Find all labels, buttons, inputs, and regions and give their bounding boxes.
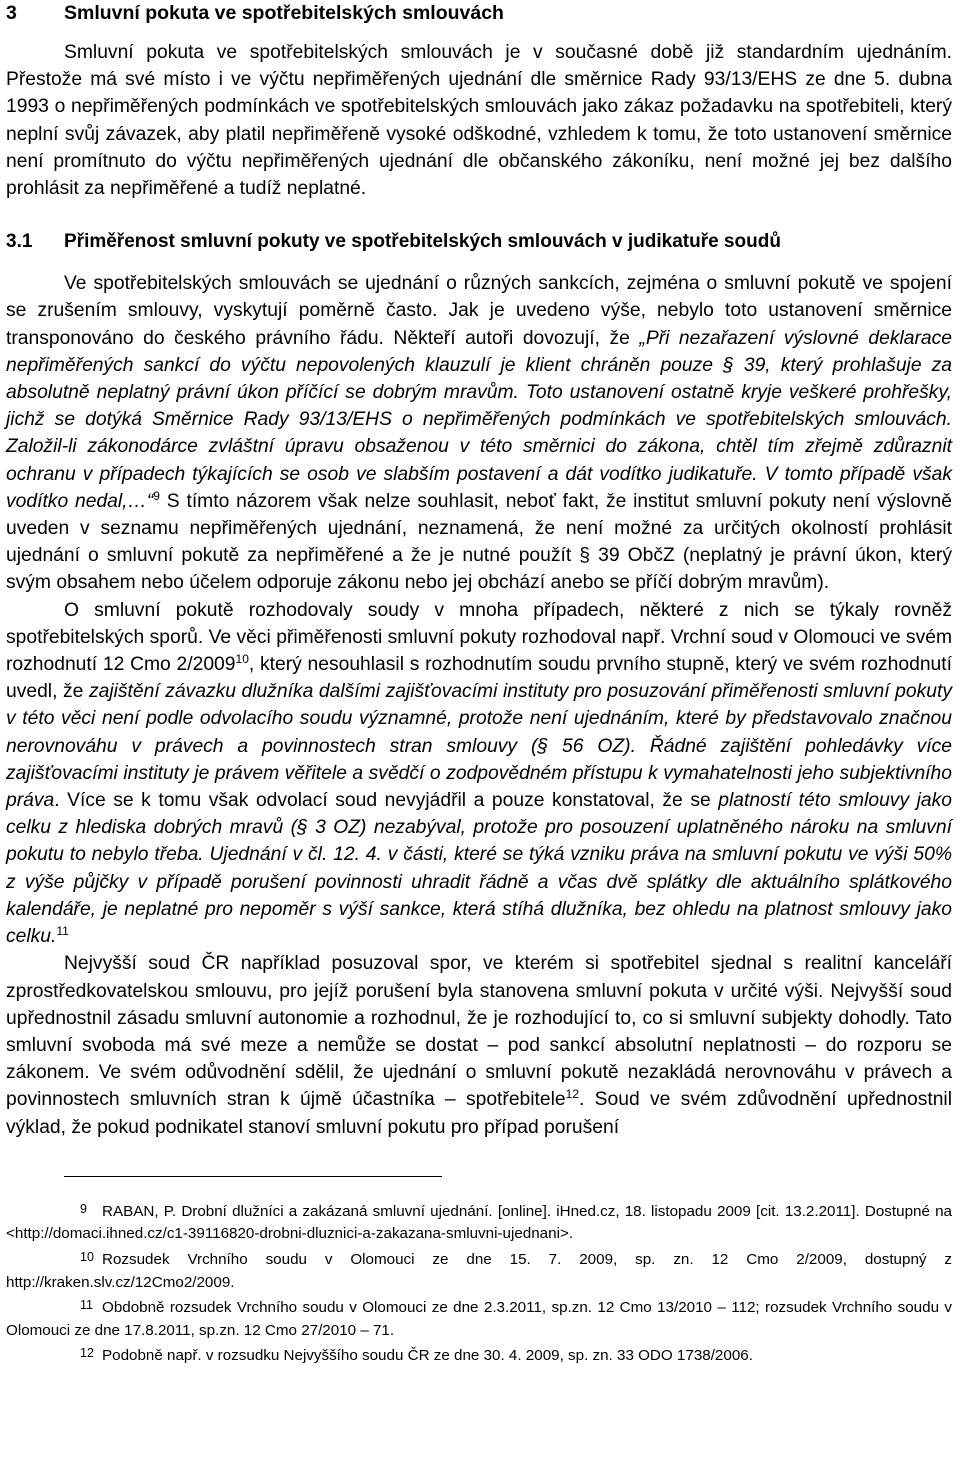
paragraph-text: . Více se k tomu však odvolací soud nevyjádřil a pouze konstatoval, že se bbox=[54, 790, 719, 812]
footnotes bbox=[6, 1198, 952, 1368]
footnote-12 bbox=[6, 1342, 952, 1368]
footnote-text: Rozsudek Vrchního soudu v Olomouci ze dne 15. 7. 2009, sp. zn. 12 Cmo 2/2009, dostupný z http://kraken.slv.cz/12Cmo2/2009. bbox=[6, 1250, 952, 1291]
quotation: „Při nezařazení výslovné deklarace nepřiměřených sankcí do výčtu nepovolených klauzulí je klient chráněn pouze § 39, který prohlašuje za absolutně neplatný právní úkon příčící se dobrým mravům. Toto ustanovení ostatně kryje veškeré prohřešky, jichž se dotýká Směrnice Rady 93/13/EHS o nepřiměřených podmínkách ve spotřebitelských smlouvách. Založil-li zákonodárce zvláštní úpravu obsaženou v této směrnici do zákona, chtěl tím zřejmě zdůraznit ochranu v případech týkajících se osob ve slabším postavení a dát vodítko judikatuře. V tomto případě však vodítko nedal,…“ bbox=[6, 327, 952, 512]
paragraph-text: O smluvní pokutě rozhodovaly soudy v mnoha případech, některé z nich se týkaly rovněž spotřebitelských sporů. Ve věci přiměřenosti smluvní pokuty rozhodoval např. Vrchní soud v Olomouci ve svém rozhodnutí 12 Cmo 2/2009 bbox=[6, 599, 952, 676]
footnote-9 bbox=[6, 1198, 952, 1246]
footnote-ref[interactable]: 11 bbox=[56, 924, 69, 939]
paragraph-2 bbox=[6, 597, 952, 951]
footnote-separator bbox=[64, 1176, 442, 1177]
footnote-ref[interactable]: 9 bbox=[153, 488, 160, 503]
section-paragraph: Smluvní pokuta ve spotřebitelských smlouvách je v současné době již standardním ujednáním. Přestože má své místo i ve výčtu nepřiměřených ujednání dle směrnice Rady 93/13/EHS ze dne 5. dubna 1993 o nepřiměřených podmínkách ve spotřebitelských smlouvách jako zákaz požadavku na spotřebiteli, který neplní svůj závazek, aby platil nepřiměřeně vysoké odškodné, vzhledem k tomu, že toto ustanovení směrnice není promítnuto do výčtu nepřiměřených ujednání dle občanského zákoníku, není možné jej bez dalšího prohlásit za nepřiměřené a tudíž neplatné. bbox=[6, 42, 952, 200]
footnote-mark: 9 bbox=[80, 1201, 87, 1216]
footnote-text: Obdobně rozsudek Vrchního soudu v Olomouci ze dne 2.3.2011, sp.zn. 12 Cmo 13/2010 – 112; rozsudek Vrchního soudu v Olomouci ze dne 17.8.2011, sp.zn. 12 Cmo 27/2010 – 71. bbox=[6, 1299, 952, 1339]
quotation: platností této smlouvy jako celku z hlediska dobrých mravů (§ 3 OZ) nezabýval, protože pro posouzení uplatněného nároku na smluvní pokutu to nebylo třeba. Ujednání v čl. 12. 4. v části, které se týká vzniku práva na smluvní pokutu ve výši 50% z výše půjčky v případě porušení povinnosti uhradit řádně a včas dvě splátky dle aktuálního splátkového kalendáře, je neplatné pro nepoměr s výší sankce, která stíhá dlužníka, bez ohledu na platnost smlouvy jako celku. bbox=[6, 790, 952, 948]
footnote-10 bbox=[6, 1246, 952, 1294]
quotation: zajištění závazku dlužníka dalšími zajišťovacími instituty pro posuzování přiměřenosti smluvní pokuty v této věci není podle odvolacího soudu významné, protože není ujednáním, které by představovalo značnou nerovnováhu v právech a povinnostech stran smlouvy (§ 56 OZ). Řádné zajištění pohledávky více zajišťovacími instituty je právem věřitele a svědčí o zodpovědném přístupu k vymahatelnosti jeho subjektivního práva bbox=[6, 681, 952, 812]
footnote-11 bbox=[6, 1294, 952, 1342]
paragraph-1 bbox=[6, 270, 952, 596]
subsection-heading bbox=[6, 230, 952, 254]
footnote-ref[interactable]: 12 bbox=[565, 1087, 579, 1102]
paragraph-text: S tímto názorem však nelze souhlasit, neboť fakt, že institut smluvní pokuty není výslovně uveden v seznamu nepřiměřených ujednání, neznamená, že není možné za určitých okolností prohlásit ujednání o smluvní pokutě za nepřiměřené a že je nutné použít § 39 ObčZ (neplatný je právní úkon, který svým obsahem nebo účelem odporuje zákonu nebo jej obchází anebo se příčí dobrým mravům). bbox=[6, 490, 952, 594]
paragraph-text: . Soud ve svém zdůvodnění upřednostnil výklad, že pokud podnikatel stanoví smluvní pokutu pro případ porušení bbox=[6, 1089, 952, 1138]
section-title: Smluvní pokuta ve spotřebitelských smlouvách bbox=[64, 2, 504, 24]
paragraph-text: Nejvyšší soud ČR například posuzoval spor, ve kterém si spotřebitel sjednal s realitní kanceláří zprostředkovatelskou smlouvu, pro jejíž porušení byla stanovena smluvní pokuta v určité výši. Nejvyšší soud upřednostnil zásadu smluvní autonomie a rozhodnul, že je rozhodující to, co si smluvní subjekty dohodly. Tato smluvní svoboda má své meze a nemůže se dostat – pod sankcí absolutní neplatnosti – do rozporu se zákonem. Ve svém odůvodnění sdělil, že ujednání o smluvní pokutě nezakládá nerovnováhu v právech a povinnostech smluvních stran k újmě účastníka – spotřebitele bbox=[6, 953, 952, 1111]
section-number: 3 bbox=[6, 2, 17, 24]
footnote-mark: 10 bbox=[80, 1249, 94, 1264]
paragraph-text: , který nesouhlasil s rozhodnutím soudu prvního stupně, který ve svém rozhodnutí uvedl, že bbox=[6, 654, 952, 703]
footnote-mark: 12 bbox=[80, 1346, 94, 1361]
paragraph-text: Ve spotřebitelských smlouvách se ujednání o různých sankcích, zejména o smluvní pokutě ve spojení se zrušením smlouvy, vyskytují poměrně často. Jak je uvedeno výše, nebylo toto ustanovení směrnice transponováno do českého právního řádu. Někteří autoři dovozují, že bbox=[6, 273, 952, 349]
subsection-title: Přiměřenost smluvní pokuty ve spotřebitelských smlouvách v judikatuře soudů bbox=[64, 231, 781, 253]
footnote-text: Podobně např. v rozsudku Nejvyššího soudu ČR ze dne 30. 4. 2009, sp. zn. 33 ODO 1738/2006. bbox=[102, 1347, 753, 1365]
paragraph-3 bbox=[6, 950, 952, 1140]
section-heading bbox=[6, 0, 952, 25]
footnote-text: RABAN, P. Drobní dlužníci a zakázaná smluvní ujednání. [online]. iHned.cz, 18. listopadu 2009 [cit. 13.2.2011]. Dostupné na <http://domaci.ihned.cz/c1-39116820-drobni-dluznici-a-zakazana-smluvni-ujednani>. bbox=[6, 1202, 952, 1243]
subsection-number: 3.1 bbox=[6, 231, 33, 253]
footnote-mark: 11 bbox=[80, 1298, 93, 1313]
footnote-ref[interactable]: 10 bbox=[235, 652, 249, 667]
